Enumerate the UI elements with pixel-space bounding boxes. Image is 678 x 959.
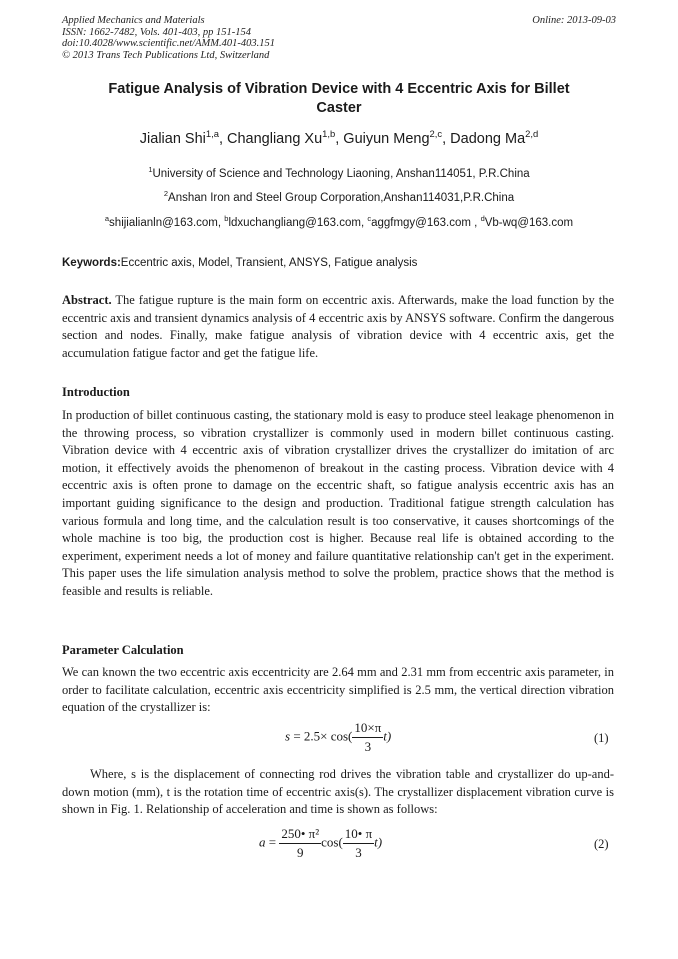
equation-1-number: (1) bbox=[594, 731, 609, 745]
email-sup: d bbox=[480, 214, 485, 224]
email-link[interactable]: aggfmgy@163.com , bbox=[371, 217, 478, 229]
eq2-denominator-1: 9 bbox=[296, 845, 304, 860]
eq1-operator: = 2.5× cos( bbox=[290, 728, 353, 744]
copyright-line: © 2013 Trans Tech Publications Ltd, Switzerland bbox=[62, 49, 270, 61]
eq2-denominator-2: 3 bbox=[355, 845, 362, 860]
email-list bbox=[62, 214, 616, 229]
eq2-lhs: a bbox=[259, 834, 266, 850]
online-date: Online: 2013-09-03 bbox=[532, 15, 616, 26]
keywords-text: Eccentric axis, Model, Transient, ANSYS, Fatigue analysis bbox=[120, 257, 418, 269]
title-line-1: Fatigue Analysis of Vibration Device with 4 Eccentric Axis for Billet bbox=[108, 81, 570, 97]
eq2-numerator-1: 250• π² bbox=[279, 826, 321, 844]
author-name: Guiyun Meng bbox=[343, 131, 430, 147]
equation-1 bbox=[285, 720, 391, 755]
affiliation-text: University of Science and Technology Liaoning, Anshan114051, P.R.China bbox=[152, 168, 530, 180]
author-name: Jialian Shi bbox=[139, 131, 206, 147]
eq1-denominator: 3 bbox=[364, 739, 372, 754]
eq1-tail: t) bbox=[383, 728, 392, 744]
author-sep: , bbox=[335, 131, 344, 147]
abstract-label: Abstract. bbox=[62, 293, 112, 307]
email-sup: b bbox=[224, 214, 229, 224]
author-sep: , bbox=[218, 131, 228, 147]
eq1-numerator: 10×π bbox=[352, 720, 383, 738]
email-link[interactable]: shijialianln@163.com, bbox=[109, 217, 225, 229]
abstract-text: The fatigue rupture is the main form on eccentric axis. Afterwards, make the load function by the eccentric axis and transient dynamics analysis of 4 eccentric axis by ANSYS software. Confirm the dangerous section and nodes. Finally, make fatigue analysis of vibration device with 4 eccentric axis, get the accumulation fatigue factor and get the fatigue life. bbox=[62, 293, 614, 360]
abstract bbox=[62, 292, 614, 362]
author-sup: 1,b bbox=[322, 128, 336, 140]
introduction-text: In production of billet continuous casting, the stationary mold is easy to produce steel leakage phenomenon in the throwing process, so vibration crystallizer is commonly used in modern billet continuous casting. Vibration device with 4 eccentric axis of vibration crystallizer drives the crystallizer do imitation of arc motion, it effectively avoids the phenomenon of breakout in the casting process. Vibration device with 4 eccentric axis is often prone to damage on the eccentric shaft, so fatigue analysis eccentric axis has an important guiding significance to the design and production. Traditional fatigue strength calculation has various formula and long time, and the calculation result is too conservative, it causes shortcomings of the whole machine is too big, the production cost is higher. Because real life is obtained according to the experiment, experiment needs a lot of money and failure quantitative relationship can't get in the experiment. This paper uses the life simulation analysis method to solve the problem, practice shows that the method is feasible and results is reliable. bbox=[62, 408, 614, 598]
parameter-text-2: Where, s is the displacement of connecting rod drives the vibration table and crystallizer do up-and-down motion (mm), t is the rotation time of eccentric axis(s). The crystallizer displacement vibration curve is shown in Fig. 1. Relationship of acceleration and time is shown as follows: bbox=[62, 767, 614, 817]
eq1-fraction bbox=[352, 720, 383, 755]
eq2-tail: t) bbox=[374, 834, 383, 850]
issn-line: ISSN: 1662-7482, Vols. 401-403, pp 151-154 bbox=[62, 26, 251, 38]
author-sup: 2,c bbox=[429, 128, 443, 140]
affiliation-text: Anshan Iron and Steel Group Corporation,Anshan114031,P.R.China bbox=[168, 192, 515, 204]
eq2-fraction-1 bbox=[279, 826, 321, 861]
author-list bbox=[62, 128, 616, 147]
author-sep: , bbox=[442, 131, 451, 147]
eq2-cos: cos( bbox=[321, 834, 343, 850]
parameter-text-1: We can known the two eccentric axis eccentricity are 2.64 mm and 2.31 mm from eccentric axis parameter, in order to facilitate calculation, eccentric axis eccentricity simplified is 2.5 mm, the vertical direction vibration equation of the crystallizer is: bbox=[62, 665, 614, 715]
keywords-label: Keywords: bbox=[62, 257, 121, 269]
parameter-heading: Parameter Calculation bbox=[62, 643, 184, 657]
doi-line: doi:10.4028/www.scientific.net/AMM.401-403.151 bbox=[62, 38, 275, 49]
author-name: Changliang Xu bbox=[227, 131, 323, 147]
affiliation-sup: 1 bbox=[148, 165, 153, 175]
author-name: Dadong Ma bbox=[450, 131, 526, 147]
eq2-operator: = bbox=[265, 834, 280, 850]
keywords bbox=[62, 257, 616, 269]
title-line-2: Caster bbox=[316, 100, 362, 116]
affiliation-1 bbox=[62, 165, 616, 180]
affiliation-sup: 2 bbox=[163, 189, 169, 199]
email-link[interactable]: ldxuchangliang@163.com, bbox=[228, 217, 368, 229]
email-sup: a bbox=[104, 214, 110, 224]
affiliation-2 bbox=[62, 189, 616, 204]
eq2-numerator-2: 10• π bbox=[343, 826, 374, 844]
introduction-heading: Introduction bbox=[62, 385, 130, 399]
email-link[interactable]: Vb-wq@163.com bbox=[484, 217, 574, 229]
journal-header bbox=[62, 15, 616, 61]
email-sup: c bbox=[367, 214, 372, 224]
paper-title bbox=[62, 80, 616, 118]
eq1-lhs: s bbox=[285, 728, 291, 744]
eq2-fraction-2 bbox=[343, 826, 374, 861]
author-sup: 1,a bbox=[205, 128, 219, 140]
author-sup: 2,d bbox=[525, 128, 539, 140]
equation-2-number: (2) bbox=[594, 837, 609, 851]
journal-name: Applied Mechanics and Materials bbox=[62, 15, 205, 26]
equation-2 bbox=[259, 826, 382, 861]
